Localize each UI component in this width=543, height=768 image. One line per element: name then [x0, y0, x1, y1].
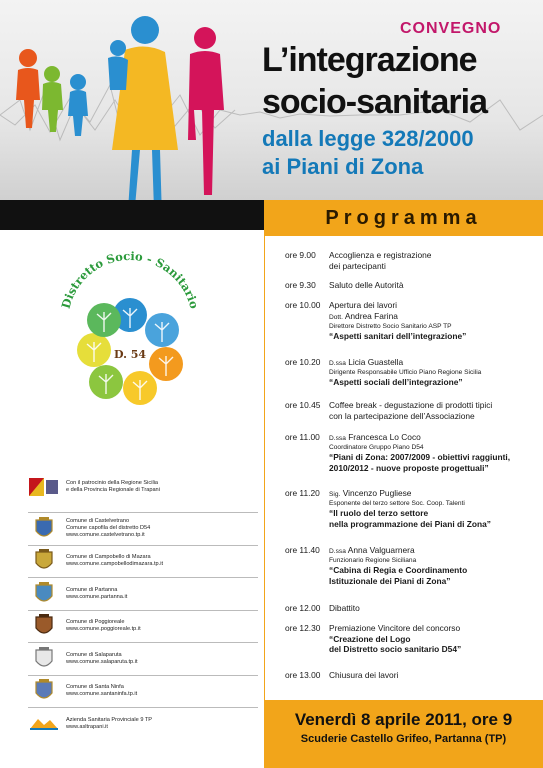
comune-name: Comune di Poggioreale: [66, 619, 125, 626]
asp-trapani-logo-icon: [28, 710, 60, 738]
child-figure-green: [42, 66, 63, 132]
family-figures-illustration: [0, 0, 260, 200]
speaker-role: Esponente del terzo settore Soc. Coop. Talenti: [329, 500, 465, 507]
comune-website: www.comune.partanna.it: [66, 593, 128, 600]
patronage-line: Con il patrocinio della Regione Sicilia: [66, 480, 159, 486]
speaker-role: Direttore Distretto Socio Sanitario ASP TP: [329, 322, 452, 330]
item-time: ore 12.00: [285, 603, 321, 613]
speaker-role: Funzionario Regione Siciliana: [329, 557, 417, 564]
list-item: [28, 642, 258, 675]
main-title-line2: socio-sanitaria: [262, 83, 487, 121]
item-time: ore 9.30: [285, 280, 316, 290]
comune-name: Comune di Castelvetrano: [66, 518, 130, 525]
item-time: ore 10.45: [285, 400, 321, 410]
talk-title: “Il ruolo del terzo settore: [329, 508, 429, 518]
comune-name: Azienda Sanitaria Provinciale 9 TP: [66, 716, 153, 723]
item-text: Apertura dei lavori: [329, 300, 397, 310]
list-item: [28, 512, 258, 545]
item-time: ore 10.20: [285, 357, 321, 367]
speaker-prefix: D.ssa: [329, 360, 346, 367]
santa-ninfa-crest-icon: [28, 677, 60, 705]
municipalities-list: [28, 512, 258, 740]
event-date: Venerdì 8 aprile 2011, ore 9: [294, 710, 513, 729]
talk-title: “Creazione del Logo: [329, 633, 411, 644]
logo-arc-text: Distretto Socio - Sanitario: [58, 250, 202, 311]
speaker-name: Anna Valguarnera: [347, 545, 415, 555]
speaker-name: Licia Guastella: [348, 357, 404, 367]
program-list: [264, 236, 543, 700]
logo-code: D. 54: [113, 348, 147, 361]
item-time: ore 10.00: [285, 300, 321, 310]
header: [0, 0, 543, 200]
speaker-prefix: Sig.: [329, 491, 341, 498]
salaparuta-crest-icon: [28, 645, 60, 673]
talk-title: “Aspetti sanitari dell’integrazione”: [329, 330, 467, 341]
comune-website: www.comune.campobellodimazara.tp.it: [66, 561, 164, 568]
item-time: ore 12.30: [285, 623, 321, 633]
item-text: Accoglienza e registrazione: [329, 250, 432, 260]
item-time: ore 11.20: [285, 488, 320, 498]
speaker-role: Dirigente Responsabile Ufficio Piano Regione Sicilia: [329, 369, 482, 376]
comune-website: www.comune.poggioreale.tp.it: [66, 626, 141, 633]
program-title: Programma: [325, 207, 482, 229]
comune-website: www.comune.santaninfa.tp.it: [66, 691, 138, 698]
comune-name: Comune di Santa Ninfa: [66, 684, 124, 691]
partanna-crest-icon: [28, 580, 60, 608]
patronage-row: [28, 476, 258, 498]
campobello-crest-icon: [28, 547, 60, 575]
comune-name: Comune di Salaparuta: [66, 651, 122, 658]
woman-figure-magenta: [188, 27, 224, 195]
patronage-line: e della Provincia Regionale di Trapani: [66, 487, 160, 493]
child-figure-blue-small: [68, 74, 88, 136]
item-time: ore 11.00: [285, 432, 320, 442]
subtitle-line2: ai Piani di Zona: [262, 154, 424, 179]
talk-title: “Aspetti sociali dell’integrazione”: [329, 377, 463, 387]
speaker-prefix: D.ssa: [329, 435, 346, 442]
poggioreale-crest-icon: [28, 612, 60, 640]
talk-title: 2010/2012 - nuove proposte progettuali”: [329, 462, 489, 473]
comune-website: www.asltrapani.it: [66, 723, 108, 730]
district-logo: [50, 250, 210, 420]
item-text: con la partecipazione dell’Associazione: [329, 410, 475, 421]
item-text: Coffee break - degustazione di prodotti tipici: [329, 400, 493, 410]
talk-title: del Distretto socio sanitario D54”: [329, 644, 462, 654]
comune-name: Comune di Partanna: [66, 586, 118, 593]
list-item: [28, 675, 258, 708]
patronage-block: [28, 476, 258, 502]
speaker-name: Andrea Farina: [344, 310, 398, 321]
mother-figure: [108, 16, 178, 200]
list-item: [28, 610, 258, 643]
item-text: Premiazione Vincitore del concorso: [329, 623, 461, 633]
comune-name: Comune di Campobello di Mazara: [66, 554, 151, 561]
event-venue: Scuderie Castello Grifeo, Partanna (TP): [300, 733, 507, 745]
main-title-line1: L’integrazione: [262, 41, 477, 79]
talk-title: “Piani di Zona: 2007/2009 - obiettivi raggiunti,: [329, 452, 511, 462]
item-text: dei partecipanti: [329, 260, 386, 271]
talk-title: “Cabina di Regia e Coordinamento: [329, 565, 468, 575]
talk-title: Istituzionale dei Piani di Zona”: [329, 575, 451, 586]
castelvetrano-crest-icon: [28, 515, 60, 543]
speaker-name: Francesca Lo Coco: [348, 432, 421, 442]
comune-website: www.comune.salaparuta.tp.it: [66, 658, 138, 665]
event-type-label: CONVEGNO: [400, 20, 502, 37]
list-item: [28, 545, 258, 578]
item-time: ore 11.40: [285, 545, 320, 555]
subtitle-line1: dalla legge 328/2000: [262, 126, 474, 151]
list-item: [28, 707, 258, 740]
item-text: Dibattito: [329, 603, 360, 613]
item-text: Saluto delle Autorità: [329, 280, 404, 290]
list-item: [28, 577, 258, 610]
item-text: Chiusura dei lavori: [329, 670, 399, 680]
item-time: ore 13.00: [285, 670, 321, 680]
speaker-prefix: Dott.: [329, 313, 343, 321]
child-figure-orange: [16, 49, 40, 128]
comune-website: www.comune.castelvetrano.tp.it: [66, 532, 145, 539]
region-flag-icon: [28, 477, 60, 497]
speaker-prefix: D.ssa: [329, 548, 346, 555]
talk-title: nella programmazione dei Piani di Zona”: [329, 518, 491, 529]
speaker-role: Coordinatore Gruppo Piano D54: [329, 444, 424, 451]
item-time: ore 9.00: [285, 250, 316, 260]
speaker-name: Vincenzo Pugliese: [342, 488, 412, 498]
comune-note: Comune capofila del distretto D54: [66, 525, 151, 532]
